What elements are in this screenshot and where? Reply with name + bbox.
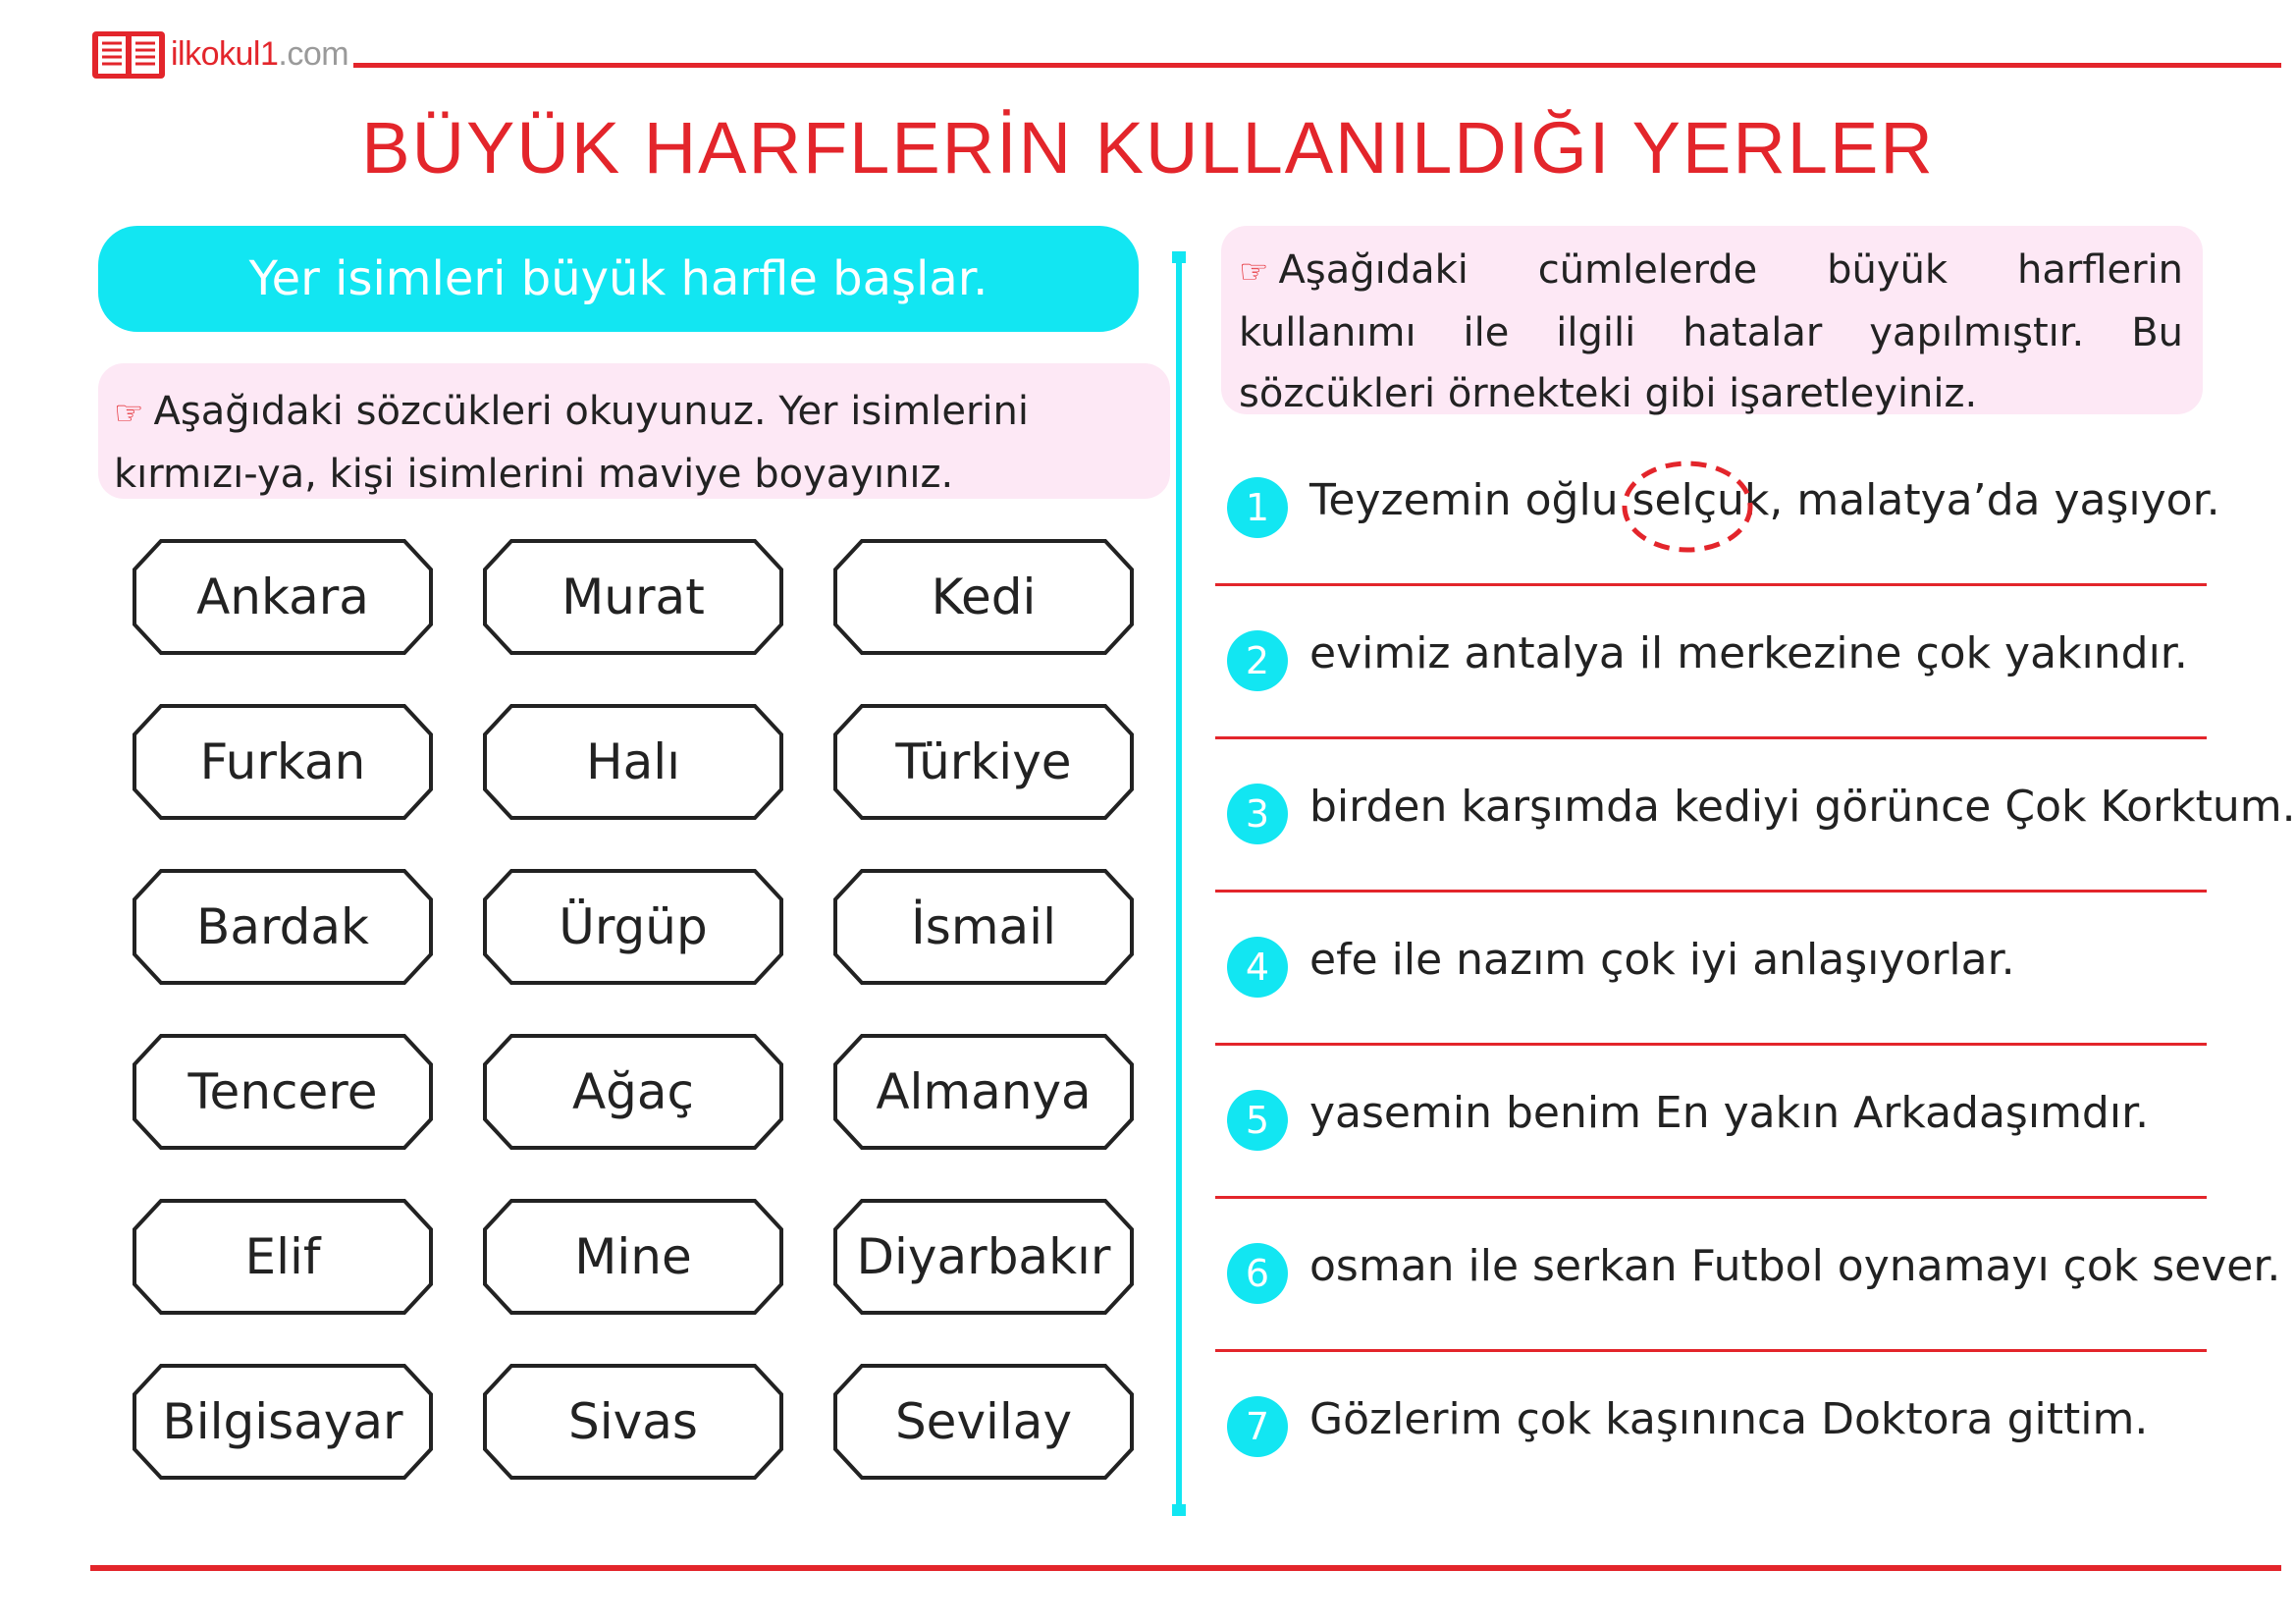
word-label: Murat	[561, 568, 705, 625]
word-label: Sevilay	[894, 1393, 1073, 1450]
word-box[interactable]	[832, 1033, 1135, 1151]
word-box[interactable]	[832, 868, 1135, 986]
sentence-number: 7	[1227, 1396, 1288, 1457]
left-instruction-text: Aşağıdaki sözcükleri okuyunuz. Yer isimlerini kırmızı-ya, kişi isimlerini maviye boyayınız.	[114, 389, 1029, 497]
word-box[interactable]	[832, 538, 1135, 656]
word-label: Tencere	[187, 1063, 378, 1120]
word-box[interactable]	[482, 1363, 784, 1481]
sentence-rule	[1215, 583, 2207, 586]
word-box[interactable]	[832, 1363, 1135, 1481]
sentence-row	[1215, 461, 2220, 615]
sentence-text[interactable]: Gözlerim çok kaşınınca Doktora gittim.	[1309, 1394, 2149, 1444]
page-title: BÜYÜK HARFLERİN KULLANILDIĞI YERLER	[361, 107, 1935, 189]
word-label: İsmail	[911, 898, 1056, 955]
example-after: malatya’da yaşıyor.	[1783, 475, 2220, 525]
sentence-text[interactable]: osman ile serkan Futbol oynamayı çok sever.	[1309, 1241, 2281, 1291]
word-box[interactable]	[482, 703, 784, 821]
word-label: Sivas	[568, 1393, 698, 1450]
word-box[interactable]	[832, 703, 1135, 821]
word-label: Mine	[574, 1228, 692, 1285]
word-box[interactable]	[132, 1198, 434, 1316]
sentence-rule	[1215, 1043, 2207, 1046]
sentence-number: 5	[1227, 1090, 1288, 1151]
divider-cap-top	[1172, 251, 1186, 263]
top-rule	[353, 63, 2281, 68]
sentence-text-example[interactable]	[1309, 475, 2220, 525]
word-box[interactable]	[132, 868, 434, 986]
word-box[interactable]	[132, 1033, 434, 1151]
sentence-row	[1215, 768, 2296, 921]
example-before: Teyzemin oğlu	[1309, 475, 1632, 525]
sentence-rule	[1215, 890, 2207, 893]
sentence-text[interactable]: efe ile nazım çok iyi anlaşıyorlar.	[1309, 935, 2015, 985]
word-label: Bardak	[196, 898, 369, 955]
divider-cap-bottom	[1172, 1504, 1186, 1516]
rule-banner: Yer isimleri büyük harfle başlar.	[98, 226, 1139, 332]
sentence-rule	[1215, 1349, 2207, 1352]
word-label: Diyarbakır	[856, 1228, 1111, 1285]
word-label: Ağaç	[571, 1063, 695, 1120]
logo-text	[171, 35, 348, 74]
bottom-rule	[90, 1565, 2281, 1571]
word-label: Elif	[244, 1228, 321, 1285]
example-circled-text: selçuk,	[1631, 475, 1784, 525]
example-circled-word	[1632, 475, 1784, 525]
right-instruction	[1221, 226, 2203, 414]
word-box[interactable]	[132, 538, 434, 656]
word-label: Kedi	[931, 568, 1037, 625]
sentence-text[interactable]: evimiz antalya il merkezine çok yakındır.	[1309, 628, 2188, 678]
sentence-rule	[1215, 736, 2207, 739]
word-label: Furkan	[199, 733, 366, 790]
pointing-hand-icon: ☞	[114, 394, 144, 433]
word-label: Ürgüp	[559, 898, 708, 955]
word-box[interactable]	[832, 1198, 1135, 1316]
sentence-number: 3	[1227, 784, 1288, 844]
word-box[interactable]	[132, 1363, 434, 1481]
sentence-text[interactable]: birden karşımda kediyi görünce Çok Korktum.	[1309, 782, 2296, 832]
word-box[interactable]	[482, 1033, 784, 1151]
word-box[interactable]	[482, 538, 784, 656]
word-box[interactable]	[132, 703, 434, 821]
sentence-text[interactable]: yasemin benim En yakın Arkadaşımdır.	[1309, 1088, 2150, 1138]
logo-brand: ilkokul1	[171, 34, 279, 73]
word-box[interactable]	[482, 1198, 784, 1316]
sentence-row	[1215, 1074, 2207, 1227]
sentence-row	[1215, 1380, 2207, 1534]
sentence-number: 4	[1227, 937, 1288, 998]
left-instruction	[98, 363, 1170, 499]
word-label: Halı	[585, 733, 681, 790]
sentence-row	[1215, 615, 2207, 768]
word-label: Almanya	[876, 1063, 1092, 1120]
site-logo	[90, 24, 348, 84]
logo-suffix: .com	[278, 34, 349, 73]
sentence-rule	[1215, 1196, 2207, 1199]
pointing-hand-icon: ☞	[1239, 252, 1269, 292]
word-label: Türkiye	[895, 733, 1072, 790]
book-icon	[90, 26, 167, 82]
word-label: Ankara	[196, 568, 369, 625]
sentence-number: 1	[1227, 477, 1288, 538]
word-box[interactable]	[482, 868, 784, 986]
sentence-row	[1215, 1227, 2281, 1380]
sentence-number: 2	[1227, 630, 1288, 691]
sentence-number: 6	[1227, 1243, 1288, 1304]
sentence-row	[1215, 921, 2207, 1074]
word-label: Bilgisayar	[162, 1393, 403, 1450]
column-divider	[1176, 253, 1182, 1514]
dashed-circle-mark	[1619, 460, 1756, 554]
right-instruction-text: Aşağıdaki cümlelerde büyük harflerin kullanımı ile ilgili hatalar yapılmıştır. Bu sözcükleri örnekteki gibi işaretleyiniz.	[1239, 247, 2183, 416]
